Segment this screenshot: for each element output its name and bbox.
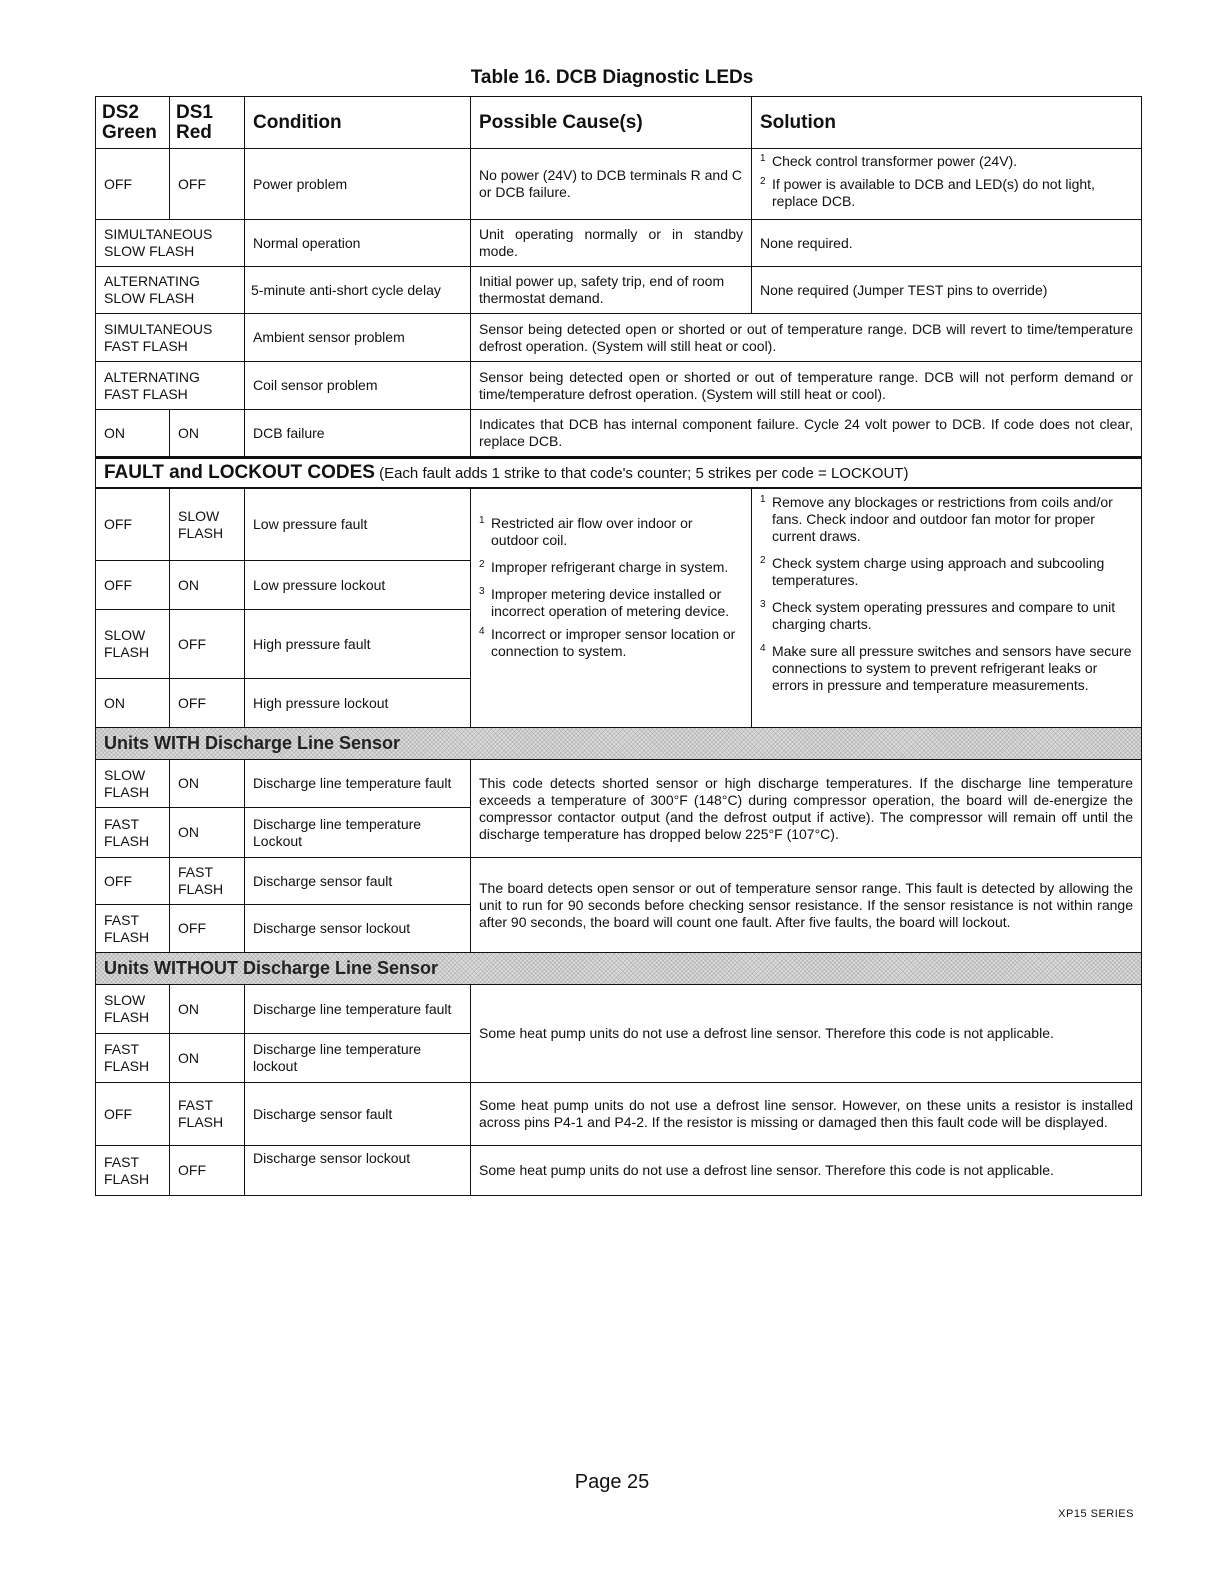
- row5-condition: Coil sensor problem: [244, 361, 471, 410]
- row4-cause: Sensor being detected open or shorted or out of temperature range. DCB will revert to time/temperature defrost operation. (System will still heat or cool).: [470, 313, 1142, 362]
- header-condition: Condition: [244, 96, 471, 149]
- pressure-row4-condition: High pressure lockout: [244, 678, 471, 728]
- with-row4-ds1: OFF: [169, 904, 245, 953]
- pressure-causes: [470, 488, 752, 728]
- with-text1: This code detects shorted sensor or high discharge temperatures. If the discharge line temperature exceeds a temperature of 300°F (148°C) during compressor operation, the board will de-energize the compressor contactor output (and the defrost output if active). The compressor will remain off until the discharge temperature has dropped below 225°F (107°C).: [470, 759, 1142, 858]
- without-row4-ds2: FAST FLASH: [95, 1145, 170, 1196]
- row1-condition: Power problem: [244, 148, 471, 220]
- row3-leds: ALTERNATING SLOW FLASH: [95, 266, 245, 314]
- without-row1-ds1: ON: [169, 984, 245, 1034]
- pressure-row3-ds2: SLOW FLASH: [95, 609, 170, 679]
- table-title: Table 16. DCB Diagnostic LEDs: [470, 67, 754, 88]
- diagnostic-table: [95, 96, 1142, 1196]
- row2-cause: Unit operating normally or in standby mode.: [470, 219, 752, 267]
- pressure-row1-condition: Low pressure fault: [244, 488, 471, 561]
- without-row4-ds1: OFF: [169, 1145, 245, 1196]
- without-row3-ds1: FAST FLASH: [169, 1082, 245, 1146]
- without-text3: Some heat pump units do not use a defrost line sensor. Therefore this code is not applicable.: [470, 1145, 1142, 1196]
- with-row1-ds1: ON: [169, 759, 245, 808]
- row6-cause: Indicates that DCB has internal component failure. Cycle 24 volt power to DCB. If code does not clear, replace DCB.: [470, 409, 1142, 457]
- row6-ds2: ON: [95, 409, 170, 457]
- without-text2: Some heat pump units do not use a defrost line sensor. However, on these units a resistor is installed across pins P4-1 and P4-2. If the resistor is missing or damaged then this fault code will be displayed.: [470, 1082, 1142, 1146]
- row6-ds1: ON: [169, 409, 245, 457]
- with-sensor-band: Units WITH Discharge Line Sensor: [95, 727, 1142, 760]
- solution-note: 1 Remove any blockages or restrictions from coils and/or fans. Check indoor and outdoor fan motor for proper current draws.: [760, 494, 1113, 544]
- without-row2-ds1: ON: [169, 1033, 245, 1083]
- with-row2-condition: Discharge line temperature Lockout: [244, 807, 471, 858]
- with-row4-ds2: FAST FLASH: [95, 904, 170, 953]
- pressure-row1-ds2: OFF: [95, 488, 170, 561]
- cause-note: 1 Restricted air flow over indoor or outdoor coil.: [479, 515, 693, 548]
- row1-cause: No power (24V) to DCB terminals R and C or DCB failure.: [470, 148, 752, 220]
- header-cause: Possible Cause(s): [470, 96, 752, 149]
- row1-ds2: OFF: [95, 148, 170, 220]
- with-row3-ds2: OFF: [95, 857, 170, 905]
- row2-condition: Normal operation: [244, 219, 471, 267]
- pressure-row2-ds2: OFF: [95, 560, 170, 610]
- row5-leds: ALTERNATING FAST FLASH: [95, 361, 245, 410]
- with-row1-condition: Discharge line temperature fault: [244, 759, 471, 808]
- page-number: Page 25: [574, 1471, 650, 1493]
- with-row3-ds1: FAST FLASH: [169, 857, 245, 905]
- row5-cause: Sensor being detected open or shorted or out of temperature range. DCB will not perform demand or time/temperature defrost operation. (System will still heat or cool).: [470, 361, 1142, 410]
- header-ds2: DS2 Green: [95, 96, 170, 149]
- solution-note: 2 If power is available to DCB and LED(s) do not light, replace DCB.: [760, 176, 1095, 209]
- without-row3-ds2: OFF: [95, 1082, 170, 1146]
- without-sensor-band: Units WITHOUT Discharge Line Sensor: [95, 952, 1142, 985]
- pressure-row1-ds1: SLOW FLASH: [169, 488, 245, 561]
- without-row3-condition: Discharge sensor fault: [244, 1082, 471, 1146]
- header-ds1: DS1 Red: [169, 96, 245, 149]
- row4-leds: SIMULTANEOUS FAST FLASH: [95, 313, 245, 362]
- solution-note: 3 Check system operating pressures and compare to unit charging charts.: [760, 599, 1116, 632]
- row4-condition: Ambient sensor problem: [244, 313, 471, 362]
- without-row2-ds2: FAST FLASH: [95, 1033, 170, 1083]
- pressure-row2-condition: Low pressure lockout: [244, 560, 471, 610]
- without-row4-condition: Discharge sensor lockout: [244, 1145, 471, 1196]
- row2-solution: None required.: [751, 219, 1142, 267]
- row3-condition: 5-minute anti-short cycle delay: [244, 266, 471, 314]
- without-row1-condition: Discharge line temperature fault: [244, 984, 471, 1034]
- pressure-solutions: [751, 488, 1142, 728]
- series-label: XP15 SERIES: [1058, 1508, 1134, 1520]
- pressure-row2-ds1: ON: [169, 560, 245, 610]
- solution-note: 2 Check system charge using approach and subcooling temperatures.: [760, 555, 1105, 588]
- with-row4-condition: Discharge sensor lockout: [244, 904, 471, 953]
- cause-note: 4 Incorrect or improper sensor location or connection to system.: [479, 626, 736, 659]
- row3-cause: Initial power up, safety trip, end of room thermostat demand.: [470, 266, 752, 314]
- row1-solution: [751, 148, 1142, 220]
- without-row2-condition: Discharge line temperature lockout: [244, 1033, 471, 1083]
- solution-note: 1 Check control transformer power (24V).: [760, 153, 1018, 169]
- without-row1-ds2: SLOW FLASH: [95, 984, 170, 1034]
- with-text2: The board detects open sensor or out of temperature sensor range. This fault is detected by allowing the unit to run for 90 seconds before checking sensor resistance. If the sensor resistance is not within range after 90 seconds, the board will count one fault. After five faults, the board will lockout.: [470, 857, 1142, 953]
- with-row1-ds2: SLOW FLASH: [95, 759, 170, 808]
- with-row3-condition: Discharge sensor fault: [244, 857, 471, 905]
- solution-note: 4 Make sure all pressure switches and sensors have secure connections to system to prevent refrigerant leaks or errors in pressure and temperature measurements.: [760, 643, 1132, 693]
- pressure-row3-condition: High pressure fault: [244, 609, 471, 679]
- with-row2-ds2: FAST FLASH: [95, 807, 170, 858]
- pressure-row4-ds1: OFF: [169, 678, 245, 728]
- without-text1: Some heat pump units do not use a defrost line sensor. Therefore this code is not applicable.: [470, 984, 1142, 1083]
- row6-condition: DCB failure: [244, 409, 471, 457]
- row3-solution: None required (Jumper TEST pins to override): [751, 266, 1142, 314]
- pressure-row4-ds2: ON: [95, 678, 170, 728]
- cause-note: 3 Improper metering device installed or incorrect operation of metering device.: [479, 586, 730, 619]
- cause-note: 2 Improper refrigerant charge in system.: [479, 559, 729, 575]
- row1-ds1: OFF: [169, 148, 245, 220]
- with-row2-ds1: ON: [169, 807, 245, 858]
- header-solution: Solution: [751, 96, 1142, 149]
- fault-codes-header: FAULT and LOCKOUT CODES (Each fault adds 1 strike to that code's counter; 5 strikes per code = LOCKOUT): [95, 456, 1142, 489]
- row2-leds: SIMULTANEOUS SLOW FLASH: [95, 219, 245, 267]
- pressure-row3-ds1: OFF: [169, 609, 245, 679]
